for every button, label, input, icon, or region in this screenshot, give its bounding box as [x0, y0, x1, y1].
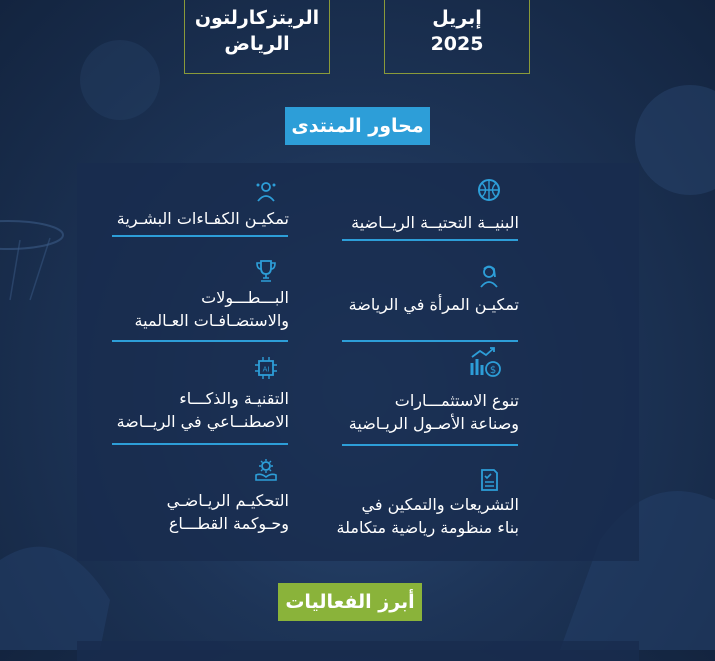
- governance-gear-icon: [253, 457, 279, 483]
- basketball-icon: [476, 177, 502, 203]
- axis-label: التشريعات والتمكين في بناء منظومة رياضية متكاملة: [336, 495, 519, 538]
- axis-item-championships: [59, 258, 289, 343]
- axis-divider: [342, 444, 518, 446]
- date-year: 2025: [430, 33, 484, 55]
- axis-item-women: [289, 263, 519, 343]
- axis-item-ai: [59, 355, 289, 445]
- axis-item-legislation: [289, 467, 519, 557]
- axis-item-human-capital: [59, 177, 289, 247]
- axis-item-investments: [289, 345, 519, 445]
- ai-chip-icon: [253, 355, 279, 381]
- axes-heading-label: محاور المنتدى: [291, 115, 424, 137]
- hr-person-icon: [253, 179, 279, 205]
- axis-divider-row3: [289, 444, 519, 446]
- events-panel: [77, 641, 639, 661]
- axis-label: تمكيـن الكفـاءات البشـرية: [116, 209, 289, 228]
- venue-line1: الريتزكارلتون: [194, 7, 320, 30]
- venue-box: [184, 0, 330, 74]
- legislation-document-icon: [476, 467, 502, 493]
- date-box: [384, 0, 530, 74]
- svg-text:$: $: [489, 365, 497, 376]
- axis-label: التحكيـم الريـاضـي وحـوكمة القطـــاع: [166, 491, 289, 534]
- axis-divider: [342, 239, 518, 241]
- axis-divider: [112, 443, 288, 445]
- axis-item-infrastructure: [289, 177, 519, 247]
- axis-divider: [112, 340, 288, 342]
- trophy-icon: [253, 258, 279, 284]
- date-month: إبريل: [432, 7, 482, 30]
- axis-item-governance: [59, 457, 289, 547]
- events-heading: [278, 583, 422, 621]
- svg-text:AI: AI: [262, 365, 270, 374]
- axis-label: البـــطـــولات والاستضـافـات العـالمية: [134, 288, 289, 331]
- axis-label: تمكيـن المرأة في الرياضة: [348, 295, 519, 314]
- axis-label: تنوع الاستثمـــارات وصناعة الأصـول الريـاضية: [348, 391, 519, 434]
- venue-line2: الرياض: [224, 33, 290, 55]
- events-heading-label: أبرز الفعاليات: [285, 591, 415, 613]
- axis-label: التقنيـة والذكـــاء الاصطنــاعي في الريــاضة: [116, 389, 289, 432]
- woman-icon: [476, 263, 502, 289]
- axis-divider: [342, 340, 518, 342]
- axis-label: البنيــة التحتيــة الريــاضية: [351, 213, 519, 232]
- axes-heading: [285, 107, 430, 145]
- axis-divider: [112, 235, 288, 237]
- investment-chart-icon: [468, 345, 502, 379]
- axes-panel: [77, 163, 639, 561]
